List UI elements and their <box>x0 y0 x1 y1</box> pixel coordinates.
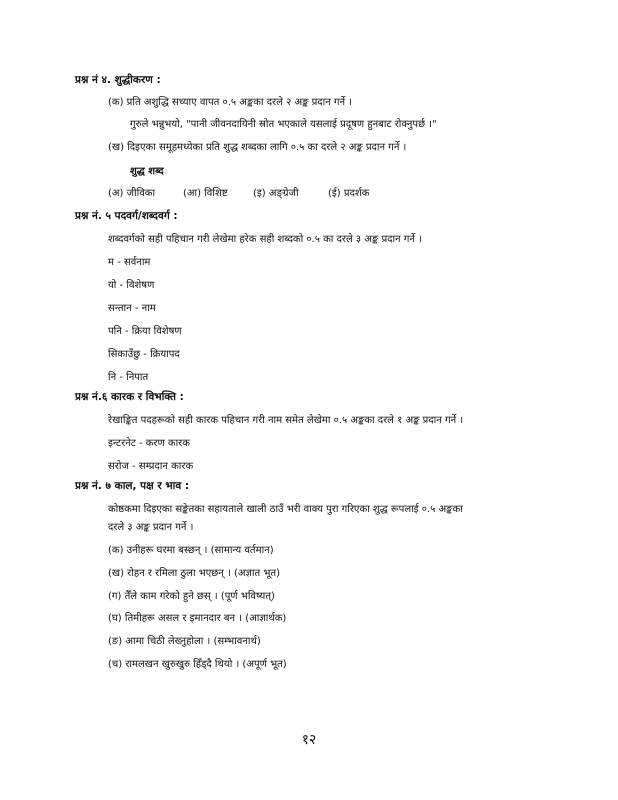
q4-word-3: (इ) अङ्ग्रेजी <box>253 188 299 199</box>
page-number: १२ <box>301 732 317 748</box>
q5-item: यो - विशेषण <box>108 280 155 291</box>
q7-heading: प्रश्न नं. ७ काल, पक्ष र भाव : <box>75 480 190 492</box>
q7-item: (च) रामलखन खुरुखुरु हिँड्दै थियो । (अपूर्ण भूत) <box>108 659 287 670</box>
q5-item: नि - निपात <box>108 372 149 383</box>
q5-item: पनि - क्रिया विशेषण <box>108 326 182 337</box>
q7-instruction-line-2: दरले ३ अङ्क प्रदान गर्ने । <box>108 522 194 533</box>
q4-word-4: (ई) प्रदर्शक <box>328 188 370 199</box>
q4-word-1: (अ) जीविका <box>108 188 156 199</box>
q5-item: सिकाउँछु - क्रियापद <box>108 349 180 360</box>
q5-item: सन्तान - नाम <box>108 303 156 314</box>
q5-item: म - सर्वनाम <box>108 257 151 268</box>
q7-item: (घ) तिमीहरू असल र इमानदार बन । (आज्ञार्थक) <box>108 613 287 624</box>
q6-item: इन्टरनेट - करण कारक <box>108 438 190 449</box>
q4-instruction-2: (ख) दिइएका समूहमध्येका प्रति शुद्ध शब्दका लागि ०.५ का दरले २ अङ्क प्रदान गर्ने । <box>108 142 407 153</box>
q5-heading: प्रश्न नं. ५ पदवर्ग/शब्दवर्ग : <box>75 210 178 222</box>
q4-heading: प्रश्न नं ४. शुद्धीकरण : <box>75 74 161 86</box>
q4-quote: गुरुले भन्नुभयो, "पानी जीवनदायिनी स्रोत भएकाले यसलाई प्रदूषण हुनबाट रोक्नुपर्छ ।" <box>130 119 437 130</box>
q6-heading: प्रश्न नं.६ कारक र विभक्ति : <box>75 391 184 403</box>
q6-item: सरोज - सम्प्रदान कारक <box>108 461 194 472</box>
q7-item: (क) उनीहरू घरमा बस्छन् । (सामान्य वर्तमान) <box>108 545 274 556</box>
q7-item: (ग) तैँले काम गरेको हुने छस् । (पूर्ण भविष्यत्) <box>108 591 275 602</box>
q5-instruction: शब्दवर्गको सही पहिचान गरी लेखेमा हरेक सही शब्दको ०.५ का दरले ३ अङ्क प्रदान गर्ने । <box>108 234 422 245</box>
q4-word-2: (आ) विशिष्ट <box>183 188 228 199</box>
q4-subheading: शुद्ध शब्द <box>130 166 164 177</box>
q7-instruction-line-1: कोष्ठकमा दिइएका सङ्केतका सहायताले खाली ठाउँ भरी वाक्य पुरा गरिएका शुद्ध रूपलाई ०.५ अङ्कका <box>108 504 463 515</box>
q4-instruction-1: (क) प्रति अशुद्धि सच्याए वापत ०.५ अङ्कका दरले २ अङ्क प्रदान गर्ने । <box>108 97 353 108</box>
q6-instruction: रेखाङ्कित पदहरूको सही कारक पहिचान गरी नाम समेत लेखेमा ०.५ अङ्कका दरले १ अङ्क प्रदान गर्ने । <box>108 415 464 426</box>
q7-item: (ख) रोहन र रमिला ठुला भएछन् । (अज्ञात भूत) <box>108 568 281 579</box>
q7-item: (ङ) आमा चिठी लेख्नुहोला । (सम्भावनार्थ) <box>108 636 261 647</box>
